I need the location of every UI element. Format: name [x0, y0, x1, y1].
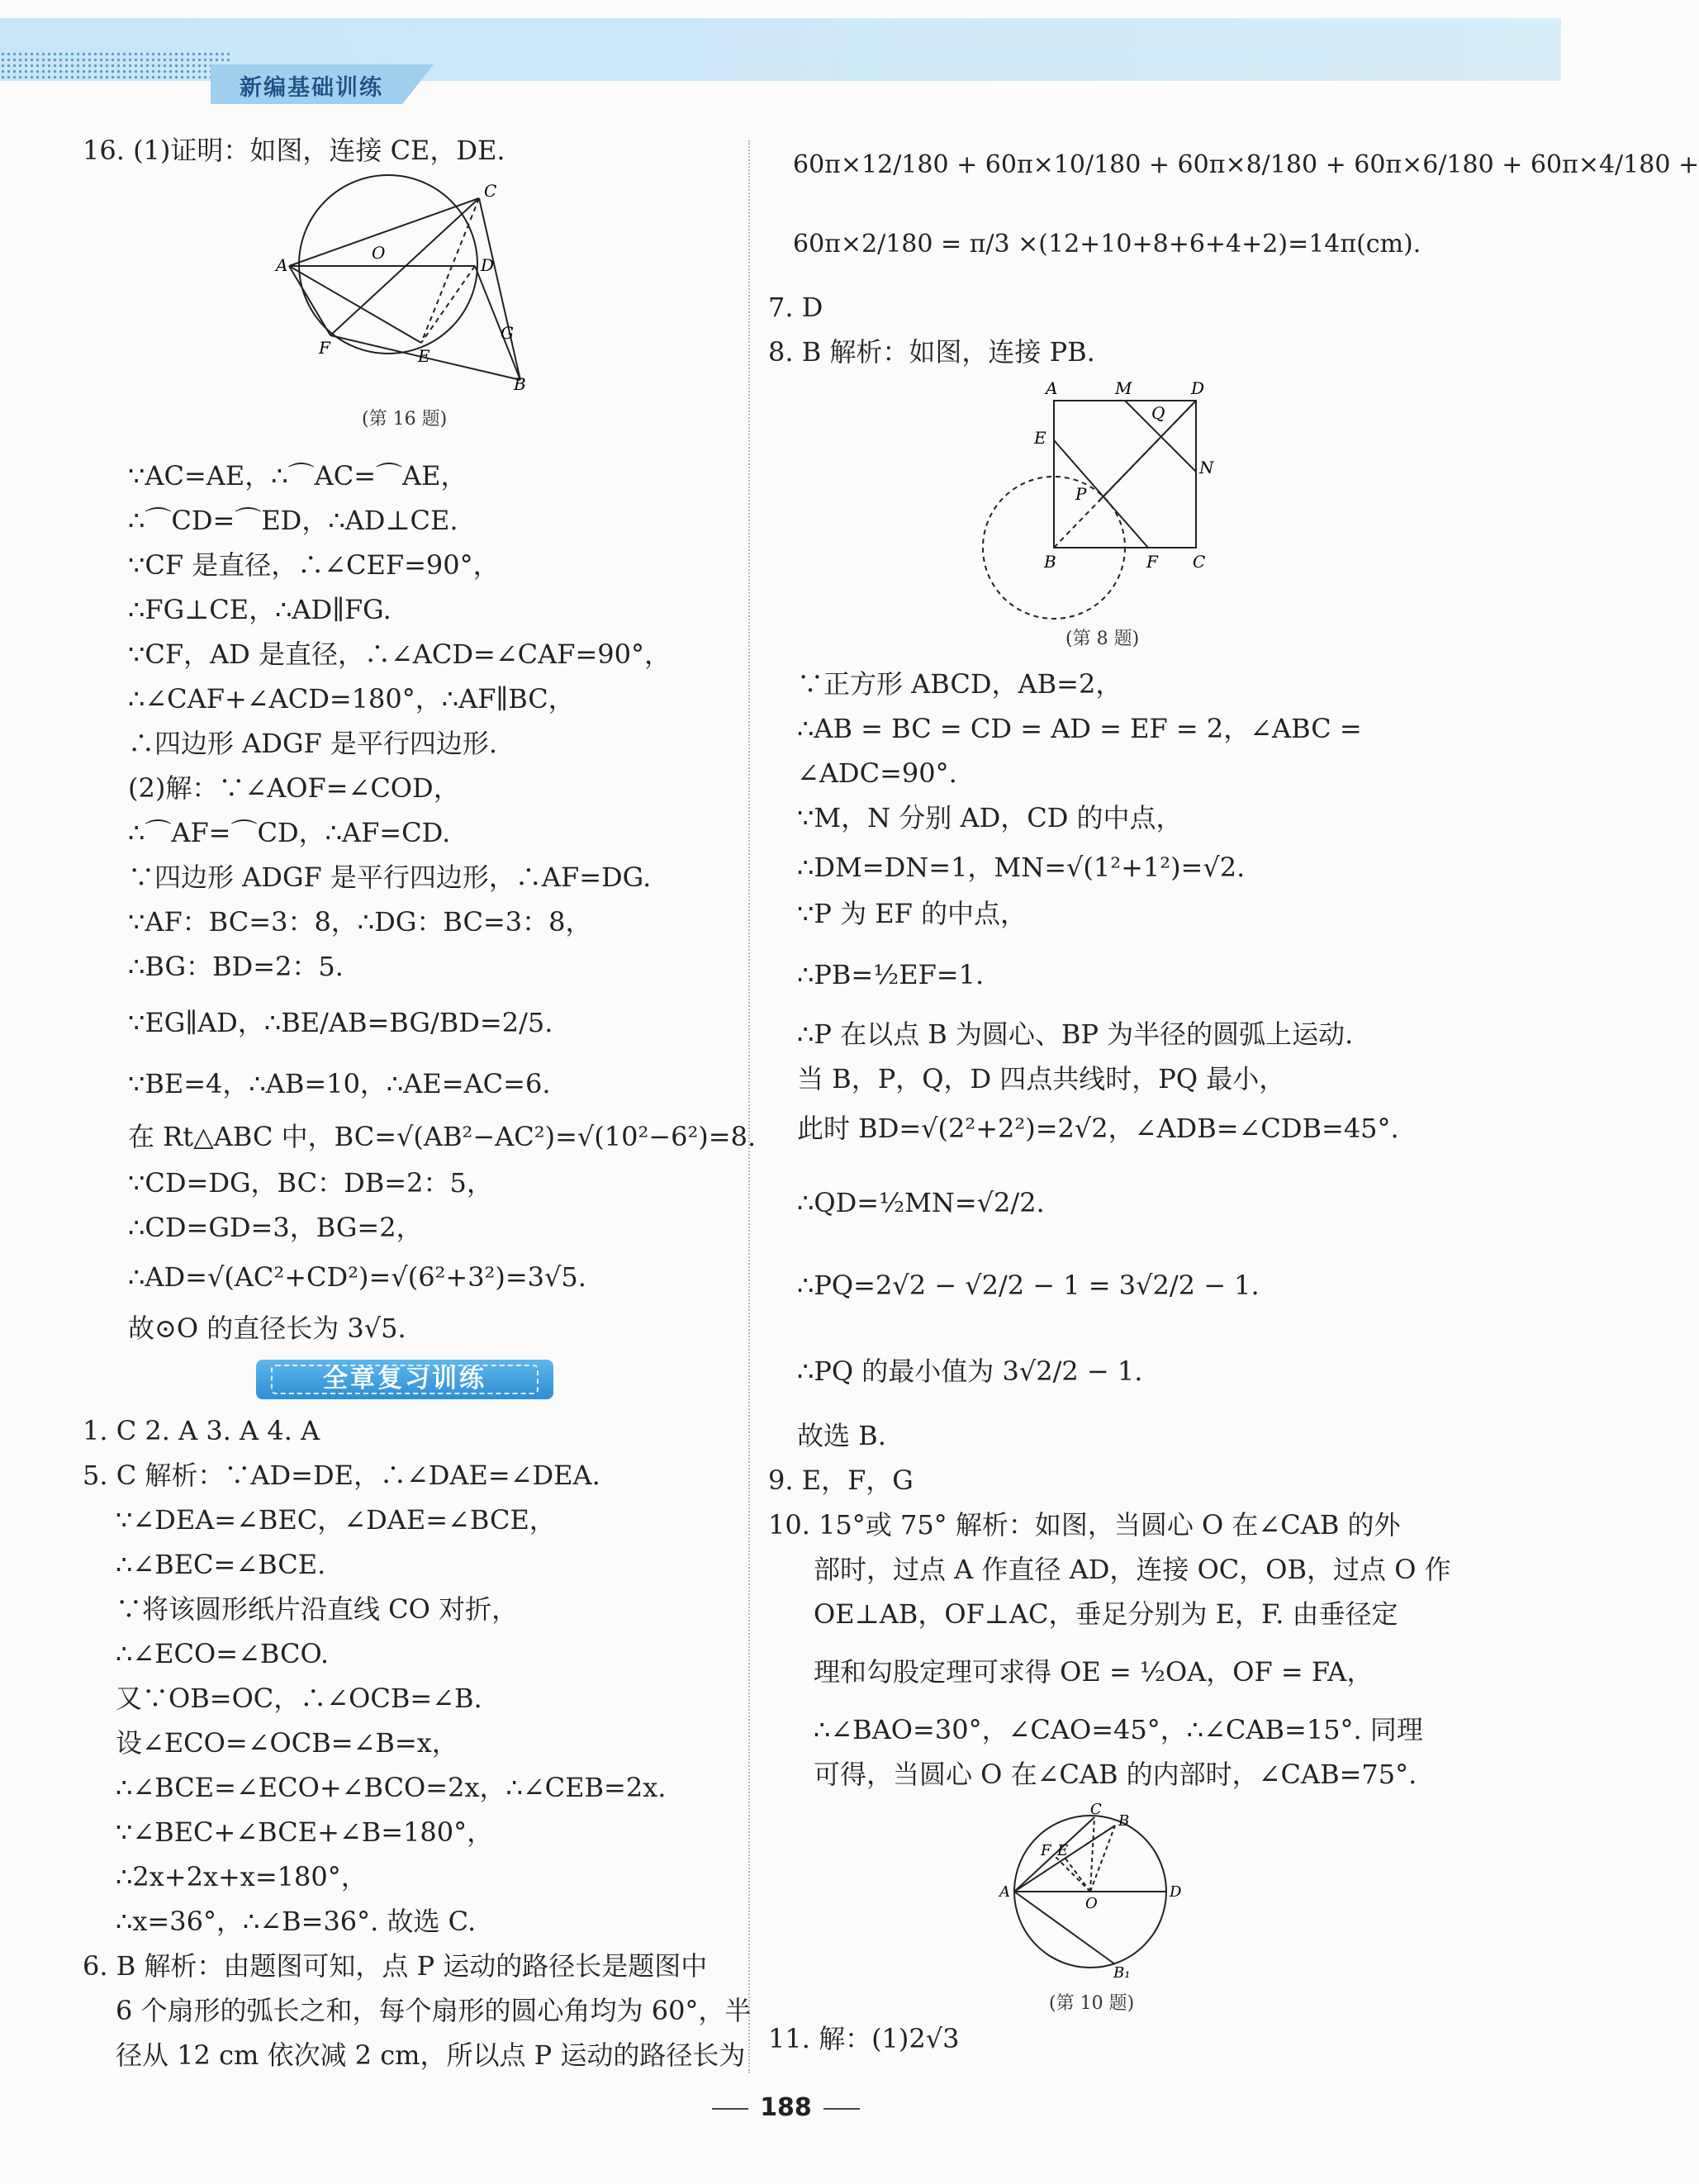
q10-heading: 10. 15°或 75° 解析：如图，当圆心 O 在∠CAB 的外: [768, 1509, 1401, 1541]
svg-text:F: F: [319, 338, 330, 358]
text-line: ∴PQ=2√2 − √2/2 − 1 = 3√2/2 − 1.: [797, 1270, 1260, 1301]
svg-text:N: N: [1199, 458, 1214, 477]
text-line: 径从 12 cm 依次减 2 cm，所以点 P 运动的路径长为: [116, 2039, 746, 2071]
column-divider: [748, 140, 750, 2073]
svg-text:B: B: [1044, 552, 1056, 572]
book-title: 新编基础训练: [240, 75, 383, 101]
svg-text:F: F: [1146, 552, 1158, 572]
text-line: ∵CD=DG，BC：DB=2：5，: [128, 1167, 493, 1199]
svg-text:D: D: [1191, 378, 1205, 398]
svg-text:M: M: [1115, 378, 1132, 398]
text-line: ∴∠BCE=∠ECO+∠BCO=2x，∴∠CEB=2x.: [116, 1772, 667, 1803]
q11-heading: 11. 解：(1)2√3: [768, 2023, 960, 2054]
q16-heading: 16. (1)证明：如图，连接 CE，DE.: [83, 135, 505, 166]
answers-1-4: 1. C 2. A 3. A 4. A: [83, 1415, 320, 1446]
text-line: ∴AD=√(AC²+CD²)=√(6²+3²)=3√5.: [128, 1261, 586, 1293]
text-line: OE⊥AB，OF⊥AC，垂足分别为 E，F. 由垂径定: [814, 1598, 1398, 1630]
svg-text:D: D: [481, 255, 495, 275]
text-line: 此时 BD=√(2²+2²)=2√2，∠ADB=∠CDB=45°.: [797, 1113, 1399, 1144]
text-line: ∵EG∥AD，∴BE/AB=BG/BD=2/5.: [128, 1007, 553, 1038]
text-line: ∵AC=AE，∴⌒AC=⌒AE，: [128, 460, 467, 491]
text-line: ∴∠CAF+∠ACD=180°，∴AF∥BC，: [128, 683, 575, 715]
text-line: ∴⌒AF=⌒CD，∴AF=CD.: [128, 817, 451, 848]
text-line: ∴x=36°，∴∠B=36°. 故选 C.: [116, 1906, 477, 1937]
text-line: 理和勾股定理可求得 OE = ½OA，OF = FA，: [814, 1656, 1374, 1688]
banner-dot-pattern: [0, 51, 231, 81]
q6-formula-2: 60π×2/180 = π/3 ×(12+10+8+6+4+2)=14π(cm).: [793, 230, 1421, 259]
svg-text:E: E: [1034, 428, 1046, 448]
svg-text:O: O: [1085, 1895, 1098, 1912]
svg-text:D: D: [1170, 1883, 1182, 1901]
svg-text:A: A: [999, 1883, 1010, 1901]
text-line: ∵∠DEA=∠BEC，∠DAE=∠BCE，: [116, 1504, 556, 1536]
figure-10-caption: (第 10 题): [1049, 1993, 1135, 2014]
text-line: 6 个扇形的弧长之和，每个扇形的圆心角均为 60°，半: [116, 1995, 752, 2026]
page-number: [0, 2093, 1572, 2122]
text-line: 故⊙O 的直径长为 3√5.: [128, 1313, 406, 1344]
text-line: ∠ADC=90°.: [797, 757, 957, 789]
svg-text:F: F: [1041, 1842, 1051, 1859]
svg-text:C: C: [1193, 552, 1206, 572]
text-line: 设∠ECO=∠OCB=∠B=x，: [116, 1727, 458, 1759]
text-line: 故选 B.: [797, 1420, 886, 1451]
text-line: ∴∠BEC=∠BCE.: [116, 1549, 326, 1580]
text-line: ∵∠BEC+∠BCE+∠B=180°，: [116, 1816, 494, 1848]
text-line: ∴四边形 ADGF 是平行四边形.: [128, 728, 498, 759]
text-line: 在 Rt△ABC 中，BC=√(AB²−AC²)=√(10²−6²)=8.: [128, 1121, 757, 1152]
svg-text:O: O: [372, 243, 386, 263]
figure-16: [273, 173, 545, 396]
text-line: ∴PQ 的最小值为 3√2/2 − 1.: [797, 1356, 1143, 1387]
figure-8: [975, 376, 1214, 615]
text-line: 可得，当圆心 O 在∠CAB 的内部时，∠CAB=75°.: [814, 1759, 1417, 1790]
svg-text:Q: Q: [1151, 403, 1165, 423]
figure-8-caption: (第 8 题): [1065, 629, 1140, 649]
text-line: ∵正方形 ABCD，AB=2，: [797, 668, 1122, 700]
text-line: ∴AB = BC = CD = AD = EF = 2，∠ABC =: [797, 713, 1362, 744]
svg-text:B: B: [1118, 1812, 1130, 1830]
text-line: ∴⌒CD=⌒ED，∴AD⊥CE.: [128, 505, 458, 536]
svg-text:B₁: B₁: [1113, 1964, 1131, 1982]
section-title-badge: 全章复习训练: [256, 1360, 553, 1399]
q6-heading: 6. B 解析：由题图可知，点 P 运动的路径长是题图中: [83, 1950, 708, 1982]
text-line: ∴2x+2x+x=180°，: [116, 1861, 368, 1892]
text-line: ∵CF 是直径，∴∠CEF=90°，: [128, 549, 500, 581]
q9-answer: 9. E，F，G: [768, 1465, 914, 1496]
svg-text:A: A: [1046, 378, 1058, 398]
text-line: ∵将该圆形纸片沿直线 CO 对折，: [116, 1593, 519, 1625]
text-line: ∴DM=DN=1，MN=√(1²+1²)=√2.: [797, 852, 1246, 883]
svg-text:P: P: [1075, 484, 1087, 504]
text-line: 又∵OB=OC，∴∠OCB=∠B.: [116, 1683, 482, 1714]
text-line: ∵P 为 EF 的中点，: [797, 898, 1027, 929]
text-line: 部时，过点 A 作直径 AD，连接 OC，OB，过点 O 作: [814, 1554, 1451, 1585]
svg-text:C: C: [484, 181, 497, 201]
text-line: ∵M，N 分别 AD，CD 的中点，: [797, 802, 1183, 833]
svg-text:B: B: [514, 374, 526, 394]
text-line: ∴FG⊥CE，∴AD∥FG.: [128, 594, 392, 625]
q8-heading: 8. B 解析：如图，连接 PB.: [768, 336, 1095, 368]
text-line: (2)解：∵∠AOF=∠COD，: [128, 772, 460, 804]
svg-text:E: E: [1057, 1842, 1069, 1859]
svg-text:A: A: [276, 255, 288, 275]
text-line: ∵AF：BC=3：8，∴DG：BC=3：8，: [128, 906, 592, 938]
text-line: ∵四边形 ADGF 是平行四边形，∴AF=DG.: [128, 862, 652, 893]
text-line: ∴BG：BD=2：5.: [128, 951, 344, 982]
svg-text:G: G: [501, 323, 514, 343]
text-line: ∵CF，AD 是直径，∴∠ACD=∠CAF=90°，: [128, 639, 672, 670]
text-line: ∴QD=½MN=√2/2.: [797, 1187, 1045, 1218]
q5-heading: 5. C 解析：∵AD=DE，∴∠DAE=∠DEA.: [83, 1460, 600, 1491]
figure-16-caption: (第 16 题): [362, 409, 448, 430]
text-line: 当 B，P，Q，D 四点共线时，PQ 最小，: [797, 1063, 1286, 1094]
page-number-value: 188: [760, 2093, 812, 2122]
svg-text:E: E: [418, 346, 430, 366]
figure-10: [991, 1801, 1206, 1982]
text-line: ∴CD=GD=3，BG=2，: [128, 1212, 423, 1243]
text-line: ∴PB=½EF=1.: [797, 959, 985, 990]
svg-text:C: C: [1090, 1801, 1102, 1818]
text-line: ∵BE=4，∴AB=10，∴AE=AC=6.: [128, 1068, 551, 1099]
text-line: ∴∠ECO=∠BCO.: [116, 1638, 329, 1669]
q6-formula-1: 60π×12/180 + 60π×10/180 + 60π×8/180 + 60π×6/180 + 60π×4/180 +: [793, 150, 1699, 179]
text-line: ∴P 在以点 B 为圆心、BP 为半径的圆弧上运动.: [797, 1018, 1354, 1050]
text-line: ∴∠BAO=30°，∠CAO=45°，∴∠CAB=15°. 同理: [814, 1714, 1423, 1745]
q7-answer: 7. D: [768, 292, 823, 323]
